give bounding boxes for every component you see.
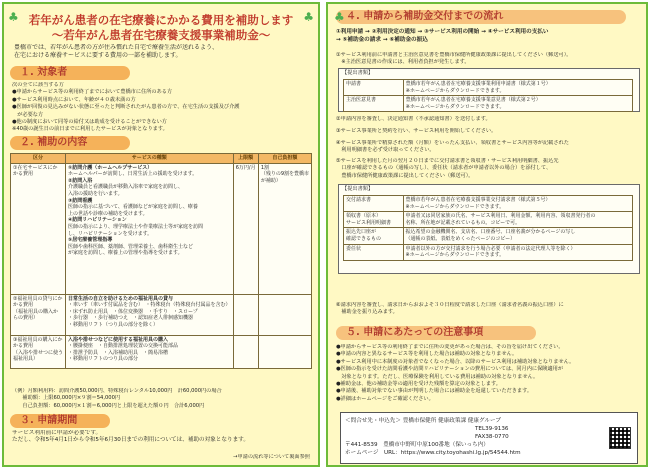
table-row: 振込先口座が 確認できるもの 振込希望の金融機関名、支店名、口座番号、口座名義が分かるページの写し （通帳の表紙、表紙をめくったページのコピー） xyxy=(344,228,633,244)
step-3: ③サービス事業所と契約を行い、サービス利用を開始してください。 xyxy=(336,128,497,134)
table-header: サービスの種類 xyxy=(66,154,234,164)
clover-icon: ♣ xyxy=(303,10,314,24)
table-row: ①在宅サービスにか かる費用 ①訪問介護（ホームヘルプサービス） ホームヘルパーが訪問し、日常生活上の援助を受けます。 ②訪問入浴 介護職員と看護職員が移動入浴車で家庭を訪問し、 入浴の援助を行います。 ③訪問看護 医師の指示に基づいて、看護師などが家庭を訪問し、療養 上の世話や診療の補助を受けます。 ④訪問リハビリテーション 医師の指示により、理学療法士や作業療法士等が家庭を訪問 し、リハビリテーションを受けます。 ⑤居宅療養管理指導 医師や歯科医師、薬剤師、管理栄養士、歯科衛生士など が家庭を訪問し、療養上の管理や指導を受けます。 6万円/月 1割 （残りの9割を豊橋市 が補助） xyxy=(11,163,312,294)
step-5-documents-box: 【提出書類】 交付請求書 豊橋市若年がん患者在宅療養支援事業交付請求書（様式第５号） ※ホームページからダウンロードできます。 領収書（原本） サービス利用明細書 申請者又は同居家族の氏名、サービス利用日、利用金額、利用内容、領収書発行者の 名称、所在地が記載されているもの。コピーで可。 振込先口座が 確認できるもの 振込希望の金融機関名、支店名、口座番号、口座名義が分かるページの写し （通帳の表紙、表紙をめくったページのコピー） 委任状 申請者以外の方が交付請求を行う場合必要（申請者の法定代理人等を除く） ※ホームページからダウンロードできます。 xyxy=(338,184,640,274)
flow-summary: ①利用申請 → ②利用決定の通知 → ③サービス利用の開始 → ④サービス利用の支払い → ⑤補助金の請求 → ⑥補助金の振込 xyxy=(336,29,549,43)
section-1-body: 次の全てに該当する方 ●申請からサービス等の利用終了までにおいて豊橋市に住所のある方 ●サービス利用時点において、年齢が４０歳未満の方 ●医師が回復の見込みがない状態に至ったと判断されたがん患者の方で、在宅生活の支援及び介護 が必要な方 ●他の制度において同等の給付又は助成を受けることができない方 ※40歳の誕生日の前日までに利用したサービスが対象となります。 xyxy=(12,82,240,133)
table-row: 委任状 申請者以外の方が交付請求を行う場合必要（申請者の法定代理人等を除く） ※ホームページからダウンロードできます。 xyxy=(344,244,633,260)
table-header: 上限額 xyxy=(233,154,258,164)
step-1-documents-box: 【提出書類】 申請書 豊橋市若年がん患者在宅療養支援事業利用申請書（様式第１号） ※ホームページからダウンロードできます。 主治医意見書 豊橋市若年がん患者在宅療養支援事業意見書（様式第２号） ※ホームページからダウンロードできます。 xyxy=(338,68,640,112)
table-row: 主治医意見書 豊橋市若年がん患者在宅療養支援事業意見書（様式第２号） ※ホームページからダウンロードできます。 xyxy=(344,96,633,112)
contact-address: 〒441-8539 豊橋市中野町中原100番地（保いっち内） xyxy=(345,442,489,448)
right-page xyxy=(326,2,648,467)
contact-tel: TEL39-9136 xyxy=(475,426,509,432)
section-1-heading: １. 対象者 xyxy=(10,66,130,80)
contact-org: 豊橋市保健所 健康政策課 健康グループ xyxy=(402,418,501,424)
clover-icon: ♣ xyxy=(8,10,19,24)
contact-label: ＜問合せ先・申込先＞ xyxy=(345,418,401,424)
step-4: ④サービス事業所で精算された額（月額）をいったん支払い、領収書とサービス内容等が記載された 利用明細書を必ず受け取ってください。 xyxy=(336,140,569,154)
step-2: ②申請内容を審査し、決定通知書（不承認通知書）を送付します。 xyxy=(336,116,491,122)
qr-code-icon xyxy=(609,427,631,449)
main-title: 若年がん患者の在宅療養にかかる費用を補助します xyxy=(28,13,294,27)
step-1: ①サービス利用前に申請書と主治医意見書を豊橋市保健所健康政策課に提出してください（郵送可）。 ※主治医意見書の作成には、利用者負担が発生します。 xyxy=(336,52,572,66)
table-row: 交付請求書 豊橋市若年がん患者在宅療養支援事業交付請求書（様式第５号） ※ホームページからダウンロードできます。 xyxy=(344,196,633,212)
section-4-heading: ４. 申請から補助金交付までの流れ xyxy=(336,10,626,24)
section-3-body: サービス利用前に申請が必要です。 ただし、令和5年4月1日から令和5年6月30日までの利用については、補助の対象となります。 xyxy=(12,430,249,444)
contact-homepage: ホームページ URL：https://www.city.toyohashi.lg.jp/54544.htm xyxy=(345,450,521,456)
intro: 豊橋市では、若年がん患者の方が住み慣れた自宅で療養生活が送れるよう、 在宅における療養サービスに要する費用の一部を補助します。 xyxy=(14,44,219,59)
section-3-heading: ３. 申請期間 xyxy=(10,414,110,428)
table-row: ②福祉用具の貸与にか かる費用 （福祉用具の購入か らの費用） 日常生活の自立を助けるための福祉用具の貸与 ・車いす（車いす付属品を含む） ・特殊寝台（特殊寝台付属品を含む） ・床ずれ防止用具 ・体位変換器 ・手すり ・スロープ ・歩行器 ・歩行補助つえ ・認知症老人徘徊感知機器 ・移動用リフト（つり具の部分を除く） xyxy=(11,294,312,335)
table-row: 領収書（原本） サービス利用明細書 申請者又は同居家族の氏名、サービス利用日、利用金額、利用内容、領収書発行者の 名称、所在地が記載されているもの。コピーで可。 xyxy=(344,212,633,228)
contact-box xyxy=(340,412,638,464)
table-row: 申請書 豊橋市若年がん患者在宅療養支援事業利用申請書（様式第１号） ※ホームページからダウンロードできます。 xyxy=(344,80,633,96)
contact-fax: FAX38-0770 xyxy=(475,434,509,440)
table-header: 自己負担額 xyxy=(258,154,311,164)
table-row: ③福祉用具の購入にか かる費用 （入浴や排せつに使う 福祉用具） 入浴や排せつなどに使用する福祉用具の購入 ・腰掛便座 ・自動排泄処理装置の交換可能部品 ・排泄予防具 ・入浴補助用具 ・簡易浴槽 ・移動用リフトのつり具の部分 xyxy=(11,335,312,368)
section-5-heading: ５. 申請にあたっての注意事項 xyxy=(336,326,536,340)
section-2-heading: ２. 補助の内容 xyxy=(10,136,130,150)
step-6: ⑥請求内容を審査し、請求日からおおよそ３０日程度で請求した口座（請求者名義の振込口座）に 補助金を振り込みます。 xyxy=(336,302,564,316)
step-5: ⑤サービスを利用した月の翌月２０日までに交付請求書と領収書・サービス利用明細書、振込先 口座が確認できるもの（通帳の写し）、委任状（請求者が申請者以外の場合）を添付して、 豊橋市保健所健康政策課に提出してください（郵送可）。 xyxy=(336,158,559,179)
left-page xyxy=(2,2,320,467)
table-header: 区分 xyxy=(11,154,66,164)
subsidy-table xyxy=(10,153,312,369)
sub-title: 〜若年がん患者在宅療養支援事業補助金〜 xyxy=(51,28,271,42)
example-notes: （例）月額利用料：訪問介護50,000円、特殊寝台レンタル10,000円 計60,000円の場合 補助額：上限60,000円×９割＝54,000円 自己負担額：60,000円×１割＝6,000円と上限を超えた額０円 合計6,000円 xyxy=(12,388,222,409)
section-5-notes: ●申請からサービス等の利用終了までに住所の変更があった場合は、その旨を届け出てください。 ●申請の内容と異なるサービス等を利用した場合は補助の対象となりません。 ●サービス利用中に本制度の対象者でなくなった場合、以降のサービス利用は補助対象となりません。 ●医師の指示を受けた訪問看護や訪問リハビリテーションの費用については、同月内に保険適用が 対象となります。ただし、医療保険を利用している費用は補助の対象となりません。 ●補助金は、他の補助金等の適用を受けた残額を算定の対象とします。 ●申請後、補助対象でない事由が判明した場合には補助金を返還していただきます。 ●詳細はホームページをご確認ください。 xyxy=(336,344,575,402)
clover-icon: ♣ xyxy=(334,10,345,24)
back-page-note: →申請の流れ等について裏面参照 xyxy=(233,454,310,460)
